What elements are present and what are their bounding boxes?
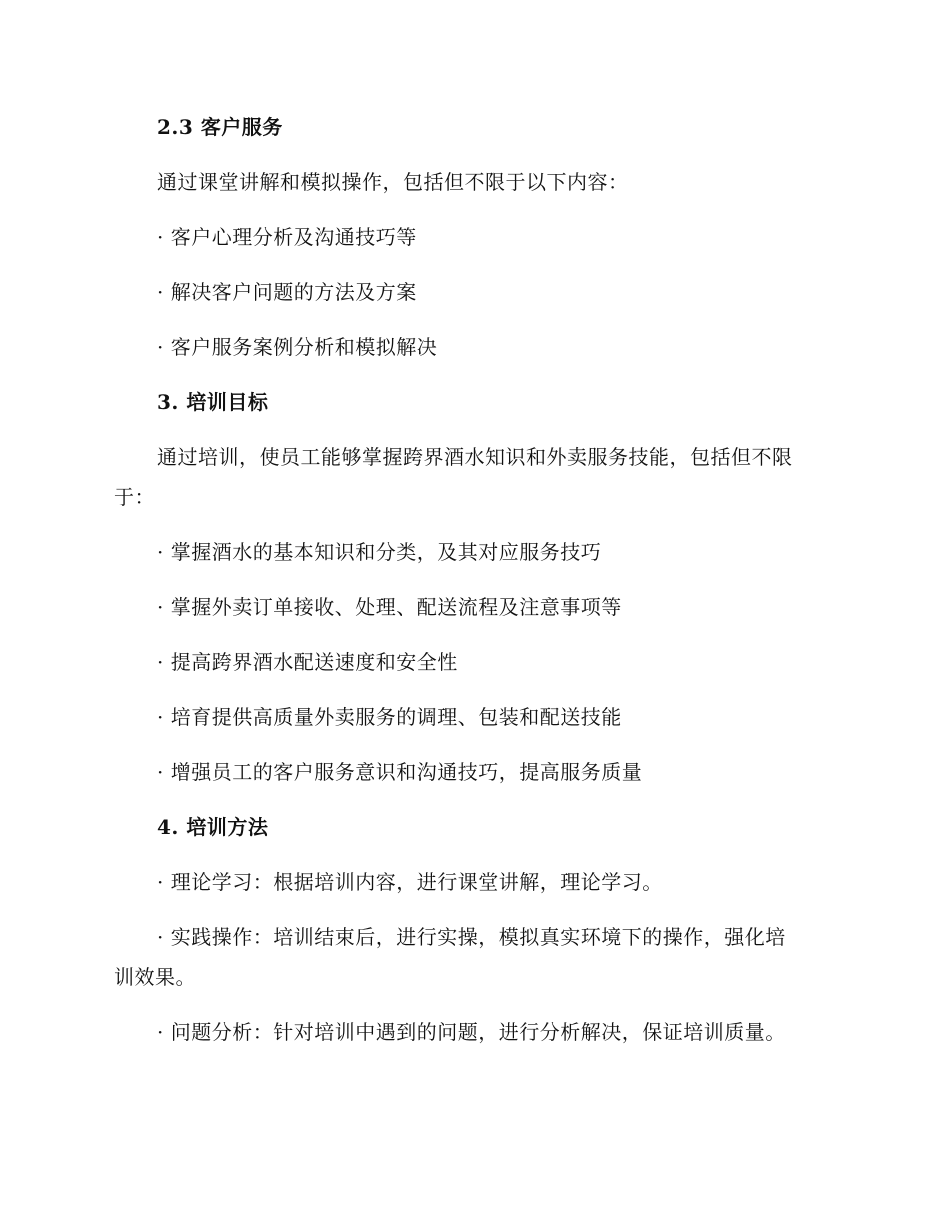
- list-item: · 实践操作：培训结束后，进行实操，模拟真实环境下的操作，强化培: [157, 925, 786, 949]
- list-item: · 培育提供高质量外卖服务的调理、包装和配送技能: [157, 705, 622, 729]
- list-item: · 掌握外卖订单接收、处理、配送流程及注意事项等: [157, 595, 622, 619]
- list-item: · 客户服务案例分析和模拟解决: [157, 335, 438, 359]
- list-item: · 掌握酒水的基本知识和分类，及其对应服务技巧: [157, 540, 602, 564]
- section-2-3-intro: 通过课堂讲解和模拟操作，包括但不限于以下内容：: [157, 170, 629, 194]
- section-3-intro-line1: 通过培训，使员工能够掌握跨界酒水知识和外卖服务技能，包括但不限: [157, 445, 793, 469]
- list-item: · 客户心理分析及沟通技巧等: [157, 225, 417, 249]
- list-item: · 提高跨界酒水配送速度和安全性: [157, 650, 458, 674]
- section-3-intro-line2: 于：: [114, 485, 155, 509]
- list-item: · 问题分析：针对培训中遇到的问题，进行分析解决，保证培训质量。: [157, 1020, 786, 1044]
- list-item: · 解决客户问题的方法及方案: [157, 280, 417, 304]
- section-heading-3: 3. 培训目标: [157, 390, 269, 414]
- list-item-continuation: 训效果。: [114, 965, 196, 989]
- section-heading-2-3: 2.3 客户服务: [157, 115, 283, 139]
- list-item: · 理论学习：根据培训内容，进行课堂讲解，理论学习。: [157, 870, 663, 894]
- section-heading-4: 4. 培训方法: [157, 815, 269, 839]
- list-item: · 增强员工的客户服务意识和沟通技巧，提高服务质量: [157, 760, 643, 784]
